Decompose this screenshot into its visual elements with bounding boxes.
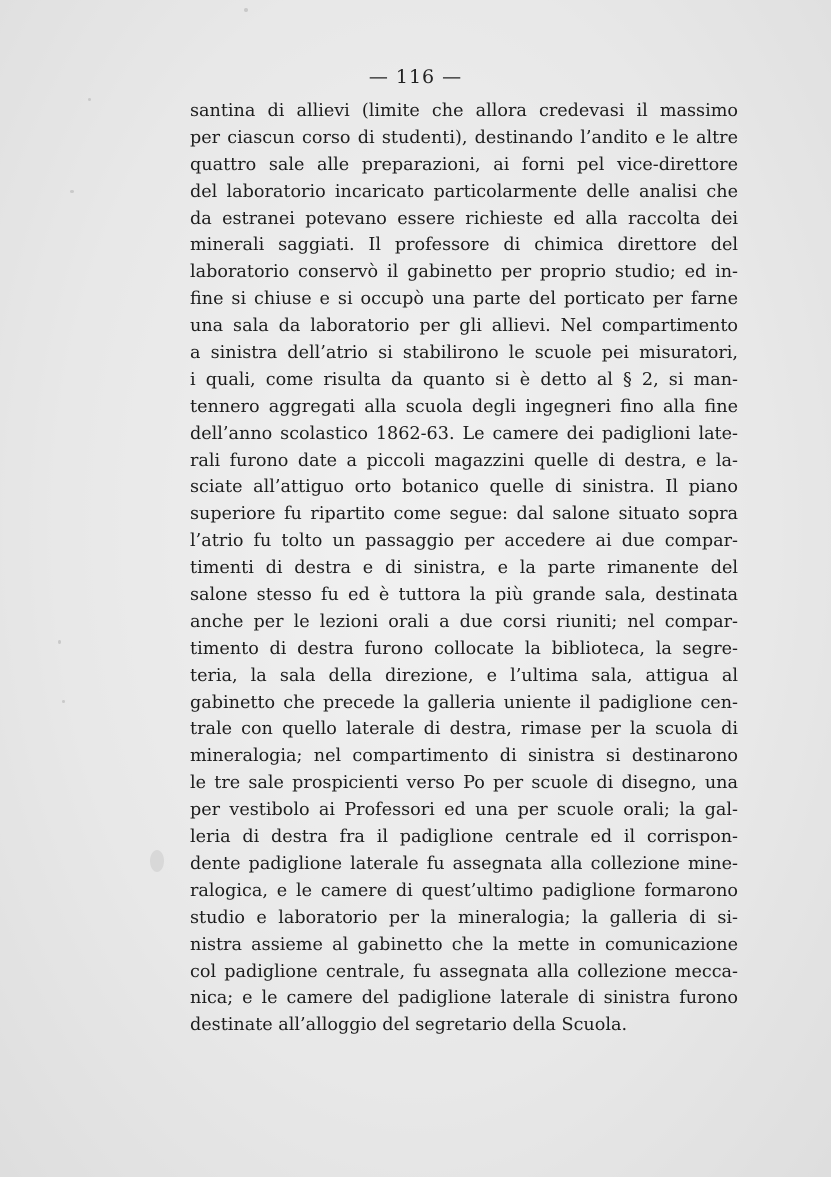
paper-speck: [70, 190, 74, 193]
text-line: sciate all’attiguo orto botanico quelle di sinistra. Il piano: [190, 477, 738, 498]
text-line: i quali, come risulta da quanto si è detto al § 2, si man-: [190, 369, 738, 390]
paper-speck: [62, 700, 65, 703]
text-line: quattro sale alle preparazioni, ai forni pel vice-direttore: [190, 154, 738, 175]
text-line: anche per le lezioni orali a due corsi riuniti; nel compar-: [190, 611, 738, 632]
text-line: superiore fu ripartito come segue: dal salone situato sopra: [190, 504, 738, 525]
body-text: [190, 98, 738, 1039]
text-line: laboratorio conservò il gabinetto per proprio studio; ed in-: [190, 262, 738, 283]
text-line: tennero aggregati alla scuola degli ingegneri fino alla fine: [190, 396, 738, 417]
text-line: santina di allievi (limite che allora credevasi il massimo: [190, 101, 738, 121]
paper-speck: [150, 850, 164, 872]
text-line: nica; e le camere del padiglione laterale di sinistra furono: [190, 988, 738, 1009]
text-line: nistra assieme al gabinetto che la mette in comunicazione: [190, 934, 738, 955]
page-number: — 116 —: [368, 66, 463, 88]
text-line: da estranei potevano essere richieste ed alla raccolta dei: [190, 208, 738, 229]
text-line: per vestibolo ai Professori ed una per scuole orali; la gal-: [190, 800, 738, 821]
paper-speck: [58, 640, 61, 644]
text-line: l’atrio fu tolto un passaggio per accedere ai due compar-: [190, 531, 738, 552]
text-line: una sala da laboratorio per gli allievi. Nel compartimento: [190, 316, 738, 337]
text-line: per ciascun corso di studenti), destinando l’andito e le altre: [190, 127, 738, 148]
text-line: teria, la sala della direzione, e l’ultima sala, attigua al: [190, 665, 738, 686]
paper-speck: [244, 8, 248, 12]
text-line: ralogica, e le camere di quest’ultimo padiglione formarono: [190, 880, 738, 901]
text-line: del laboratorio incaricato particolarmente delle analisi che: [190, 181, 738, 202]
text-line: dente padiglione laterale fu assegnata alla collezione mine-: [190, 853, 738, 874]
text-line: studio e laboratorio per la mineralogia; la galleria di si-: [190, 907, 738, 928]
text-line: destinate all’alloggio del segretario della Scuola.: [190, 1015, 628, 1036]
text-line: col padiglione centrale, fu assegnata alla collezione mecca-: [190, 961, 738, 982]
text-line: leria di destra fra il padiglione centrale ed il corrispon-: [190, 827, 738, 848]
text-line: dell’anno scolastico 1862-63. Le camere dei padiglioni late-: [190, 423, 738, 444]
text-line: timento di destra furono collocate la biblioteca, la segre-: [190, 638, 738, 659]
text-line: mineralogia; nel compartimento di sinistra si destinarono: [190, 746, 738, 767]
text-line: rali furono date a piccoli magazzini quelle di destra, e la-: [190, 450, 738, 471]
paper-speck: [88, 98, 91, 101]
text-line: gabinetto che precede la galleria uniente il padiglione cen-: [190, 692, 738, 713]
text-line: a sinistra dell’atrio si stabilirono le scuole pei misuratori,: [190, 343, 738, 364]
text-line: fine si chiuse e si occupò una parte del porticato per farne: [190, 289, 738, 310]
text-line: trale con quello laterale di destra, rimase per la scuola di: [190, 719, 738, 740]
text-line: timenti di destra e di sinistra, e la parte rimanente del: [190, 558, 738, 579]
text-line: salone stesso fu ed è tuttora la più grande sala, destinata: [190, 585, 738, 606]
text-line: le tre sale prospicienti verso Po per scuole di disegno, una: [190, 773, 738, 794]
text-line: minerali saggiati. Il professore di chimica direttore del: [190, 235, 738, 256]
